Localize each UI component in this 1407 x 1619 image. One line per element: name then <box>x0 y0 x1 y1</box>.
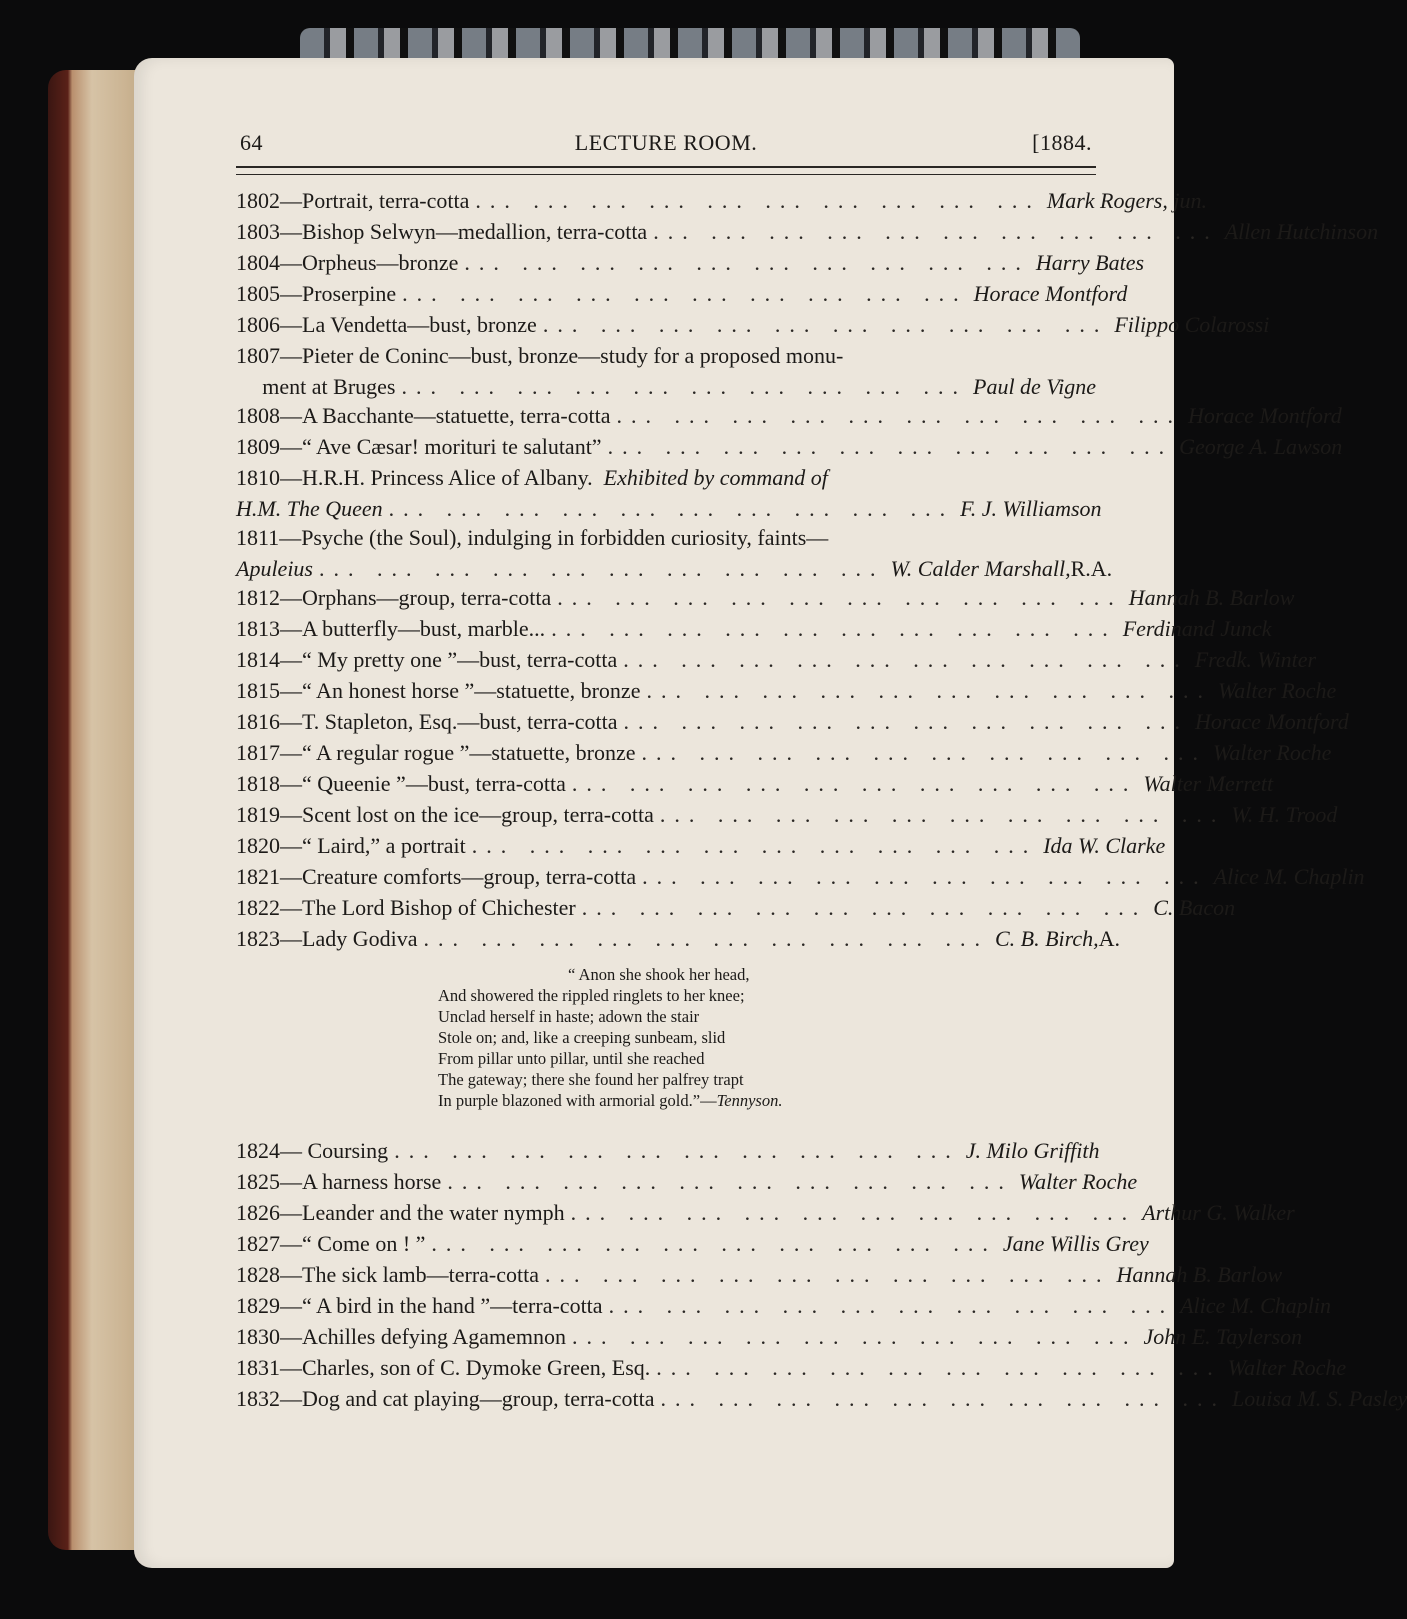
catalogue-entry <box>236 740 1332 771</box>
leader-dots: ... ... ... ... ... ... ... ... ... ... <box>464 250 1030 275</box>
entry-title: —T. Stapleton, Esq.—bust, terra-cotta <box>280 709 618 734</box>
leader-dots: ... ... ... ... ... ... ... ... ... ... <box>571 771 1138 796</box>
entry-title-continued: Apuleius <box>236 556 313 581</box>
entry-artist: Paul de Vigne <box>973 374 1096 399</box>
entry-number: 1811 <box>236 525 280 550</box>
poem-line: Unclad herself in haste; adown the stair <box>438 1007 700 1026</box>
entry-title: — Coursing <box>280 1138 389 1163</box>
catalogue-entry <box>236 250 1145 281</box>
entry-title: —“ Come on ! ” <box>280 1231 426 1256</box>
entry-number: 1823 <box>236 926 280 951</box>
entry-number: 1807 <box>236 343 280 368</box>
entry-artist: Horace Montford <box>1187 403 1342 428</box>
leader-dots: ... ... ... ... ... ... ... ... ... ... <box>623 647 1189 672</box>
leader-dots: ... ... ... ... ... ... ... ... ... ... <box>401 374 967 399</box>
entry-number: 1817 <box>236 740 280 765</box>
entry-artist: Alice M. Chaplin <box>1213 864 1365 889</box>
entry-title: —“ An honest horse ”—statuette, bronze <box>280 678 641 703</box>
entry-title: —“ Ave Cæsar! morituri te salutant” <box>280 434 602 459</box>
catalogue-entry <box>236 312 1270 343</box>
catalogue-entry <box>236 525 1096 556</box>
entry-artist: Hannah B. Barlow <box>1128 585 1295 610</box>
entry-artist: W. Calder Marshall, <box>890 556 1071 581</box>
leader-dots: ... ... ... ... ... ... ... ... ... ... <box>402 281 968 306</box>
catalogue-entry <box>236 1200 1295 1231</box>
entry-artist: Horace Montford <box>1194 709 1349 734</box>
entry-number: 1825 <box>236 1169 280 1194</box>
entry-title: —La Vendetta—bust, bronze <box>280 312 537 337</box>
poem-line: From pillar unto pillar, until she reached <box>438 1049 705 1068</box>
catalogue-entry <box>236 281 1128 312</box>
entry-number: 1818 <box>236 771 280 796</box>
header-rule <box>236 166 1096 168</box>
catalogue-entry <box>236 1138 1100 1169</box>
leader-dots: ... ... ... ... ... ... ... ... ... ... <box>431 1231 997 1256</box>
entry-number: 1827 <box>236 1231 280 1256</box>
entry-number: 1822 <box>236 895 280 920</box>
entry-title: —Proserpine <box>280 281 397 306</box>
entry-title: —Scent lost on the ice—group, terra-cotta <box>280 802 654 827</box>
entry-artist: Mark Rogers, jun. <box>1046 188 1207 213</box>
entry-title: —The Lord Bishop of Chichester <box>280 895 576 920</box>
poem-quotation <box>438 964 782 1111</box>
catalogue-entry <box>236 895 1236 926</box>
catalogue-entry <box>236 188 1207 219</box>
leader-dots: ... ... ... ... ... ... ... ... ... ... <box>319 556 885 581</box>
entry-number: 1829 <box>236 1293 280 1318</box>
poem-line: In purple blazoned with armorial gold.”— <box>438 1091 717 1110</box>
entry-number: 1810 <box>236 465 280 490</box>
entry-artist: Walter Roche <box>1213 740 1332 765</box>
entry-title: —Achilles defying Agamemnon <box>280 1324 566 1349</box>
entry-number: 1824 <box>236 1138 280 1163</box>
leader-dots: ... ... ... ... ... ... ... ... ... ... <box>623 709 1189 734</box>
entry-artist: Fredk. Winter <box>1194 647 1317 672</box>
entry-title: —Orpheus—bronze <box>280 250 459 275</box>
catalogue-entry <box>236 833 1166 864</box>
entry-number: 1831 <box>236 1355 280 1380</box>
catalogue-entry-continued <box>236 556 1113 585</box>
book-page <box>134 58 1407 1568</box>
catalogue-entry <box>236 1169 1138 1200</box>
entry-artist: W. H. Trood <box>1231 802 1338 827</box>
entry-number: 1802 <box>236 188 280 213</box>
entry-number: 1821 <box>236 864 280 889</box>
entry-artist: Walter Roche <box>1217 678 1337 703</box>
entry-artist: C. B. Birch, <box>994 926 1099 951</box>
catalogue-entry <box>236 585 1295 616</box>
catalogue-entry <box>236 1324 1303 1355</box>
entry-title: —The sick lamb—terra-cotta <box>280 1262 540 1287</box>
catalogue-entry-continued <box>236 374 1096 403</box>
entry-artist: Louisa M. S. Pasley <box>1231 1386 1407 1411</box>
catalogue-entry <box>236 1231 1149 1262</box>
entry-number: 1812 <box>236 585 280 610</box>
entry-number: 1808 <box>236 403 280 428</box>
entry-title-continued: ment at Bruges <box>262 374 396 399</box>
catalogue-entry <box>236 465 1096 496</box>
entry-title: —Orphans—group, terra-cotta <box>280 585 552 610</box>
catalogue-entry-continued <box>236 496 1102 525</box>
leader-dots: ... ... ... ... ... ... ... ... ... ... <box>475 188 1041 213</box>
catalogue-entry <box>236 1386 1407 1417</box>
entry-artist: Walter Roche <box>1018 1169 1138 1194</box>
header-rule-thin <box>236 174 1096 175</box>
catalogue-entry <box>236 647 1317 678</box>
entry-title: —“ A regular rogue ”—statuette, bronze <box>280 740 636 765</box>
catalogue-entry <box>236 926 1121 957</box>
catalogue-entry <box>236 434 1343 465</box>
entry-title: —Charles, son of C. Dymoke Green, Esq. <box>280 1355 651 1380</box>
catalogue-entry <box>236 403 1342 434</box>
catalogue-list-top <box>236 188 1379 957</box>
entry-artist: John E. Taylerson <box>1143 1324 1303 1349</box>
entry-title: —“ A bird in the hand ”—terra-cotta <box>280 1293 603 1318</box>
leader-dots: ... ... ... ... ... ... ... ... ... ... <box>542 312 1109 337</box>
entry-number: 1813 <box>236 616 280 641</box>
leader-dots: ... ... ... ... ... ... ... ... ... ... <box>608 1293 1175 1318</box>
entry-artist: C. Bacon <box>1153 895 1236 920</box>
entry-artist: George A. Lawson <box>1179 434 1343 459</box>
leader-dots: ... ... ... ... ... ... ... ... ... ... <box>388 496 955 521</box>
entry-artist: Alice M. Chaplin <box>1180 1293 1331 1318</box>
entry-title: —Lady Godiva <box>280 926 418 951</box>
entry-note: Exhibited by command of <box>603 465 828 490</box>
entry-artist: Arthur G. Walker <box>1142 1200 1295 1225</box>
entry-number: 1809 <box>236 434 280 459</box>
leader-dots: ... ... ... ... ... ... ... ... ... ... <box>447 1169 1013 1194</box>
running-title: LECTURE ROOM. <box>574 130 758 155</box>
entry-number: 1828 <box>236 1262 280 1287</box>
leader-dots: ... ... ... ... ... ... ... ... ... ... <box>616 403 1182 428</box>
entry-title-continued: H.M. The Queen <box>236 496 383 521</box>
catalogue-entry <box>236 1355 1347 1386</box>
entry-title: —Creature comforts—group, terra-cotta <box>280 864 637 889</box>
entry-artist: Walter Roche <box>1227 1355 1347 1380</box>
entry-title: —Leander and the water nymph <box>280 1200 565 1225</box>
entry-number: 1814 <box>236 647 280 672</box>
catalogue-entry <box>236 802 1338 833</box>
catalogue-entry <box>236 343 1096 374</box>
entry-title: —A butterfly—bust, marble... <box>280 616 546 641</box>
leader-dots: ... ... ... ... ... ... ... ... ... ... <box>545 1262 1111 1287</box>
catalogue-entry <box>236 864 1365 895</box>
entry-number: 1803 <box>236 219 280 244</box>
entry-title: —H.R.H. Princess Alice of Albany. <box>280 465 593 490</box>
entry-number: 1826 <box>236 1200 280 1225</box>
catalogue-entry <box>236 709 1349 740</box>
leader-dots: ... ... ... ... ... ... ... ... ... ... <box>394 1138 960 1163</box>
poem-line: “ Anon she shook her head, <box>568 965 750 984</box>
catalogue-entry <box>236 219 1379 250</box>
catalogue-entry <box>236 678 1337 709</box>
leader-dots: ... ... ... ... ... ... ... ... ... ... <box>557 585 1123 610</box>
catalogue-entry <box>236 1293 1331 1324</box>
entry-number: 1830 <box>236 1324 280 1349</box>
entry-title: —“ My pretty one ”—bust, terra-cotta <box>280 647 618 672</box>
leader-dots: ... ... ... ... ... ... ... ... ... ... <box>653 219 1219 244</box>
entry-artist: F. J. Williamson <box>960 496 1102 521</box>
page-number: 64 <box>240 130 263 155</box>
entry-title: —A Bacchante—statuette, terra-cotta <box>280 403 611 428</box>
leader-dots: ... ... ... ... ... ... ... ... ... ... <box>571 1324 1138 1349</box>
entry-artist: Harry Bates <box>1035 250 1145 275</box>
entry-artist: Horace Montford <box>973 281 1128 306</box>
catalogue-list-bottom <box>236 1138 1407 1417</box>
entry-artist: Ida W. Clarke <box>1043 833 1166 858</box>
entry-artist: Hannah B. Barlow <box>1116 1262 1283 1287</box>
leader-dots: ... ... ... ... ... ... ... ... ... ... <box>642 864 1208 889</box>
entry-artist: Allen Hutchinson <box>1224 219 1379 244</box>
entry-title: —A harness horse <box>280 1169 442 1194</box>
catalogue-entry <box>236 1262 1283 1293</box>
entry-number: 1806 <box>236 312 280 337</box>
poem-line: The gateway; there she found her palfrey trapt <box>438 1070 744 1089</box>
leader-dots: ... ... ... ... ... ... ... ... ... ... <box>581 895 1148 920</box>
entry-title: —“ Queenie ”—bust, terra-cotta <box>280 771 566 796</box>
entry-artist: Jane Willis Grey <box>1002 1231 1149 1256</box>
leader-dots: ... ... ... ... ... ... ... ... ... ... <box>646 678 1212 703</box>
poem-attribution: Tennyson. <box>716 1091 783 1110</box>
poem-line: Stole on; and, like a creeping sunbeam, slid <box>438 1028 726 1047</box>
entry-artist: Ferdinand Junck <box>1122 616 1272 641</box>
catalogue-entry <box>236 616 1272 647</box>
leader-dots: ... ... ... ... ... ... ... ... ... ... <box>423 926 989 951</box>
leader-dots: ... ... ... ... ... ... ... ... ... ... <box>660 1386 1226 1411</box>
poem-line: And showered the rippled ringlets to her knee; <box>438 986 745 1005</box>
entry-artist: Walter Merrett <box>1143 771 1274 796</box>
running-year: [1884. <box>1032 130 1092 155</box>
entry-artist-suffix: R.A. <box>1070 556 1113 581</box>
entry-title: —Portrait, terra-cotta <box>280 188 470 213</box>
entry-title: —Dog and cat playing—group, terra-cotta <box>280 1386 655 1411</box>
entry-number: 1815 <box>236 678 280 703</box>
leader-dots: ... ... ... ... ... ... ... ... ... ... <box>656 1355 1222 1380</box>
entry-number: 1819 <box>236 802 280 827</box>
entry-title: —Psyche (the Soul), indulging in forbidden curiosity, faints— <box>279 525 829 550</box>
entry-artist-suffix: A. <box>1098 926 1121 951</box>
leader-dots: ... ... ... ... ... ... ... ... ... ... <box>607 434 1174 459</box>
entry-number: 1804 <box>236 250 280 275</box>
leader-dots: ... ... ... ... ... ... ... ... ... ... <box>570 1200 1137 1225</box>
entry-number: 1820 <box>236 833 280 858</box>
leader-dots: ... ... ... ... ... ... ... ... ... ... <box>471 833 1038 858</box>
running-head <box>240 130 1092 164</box>
entry-artist: J. Milo Griffith <box>965 1138 1100 1163</box>
catalogue-entry <box>236 771 1274 802</box>
leader-dots: ... ... ... ... ... ... ... ... ... ... <box>659 802 1226 827</box>
entry-number: 1816 <box>236 709 280 734</box>
entry-number: 1805 <box>236 281 280 306</box>
leader-dots: ... ... ... ... ... ... ... ... ... ... <box>641 740 1208 765</box>
leader-dots: ... ... ... ... ... ... ... ... ... ... <box>551 616 1117 641</box>
entry-artist: Filippo Colarossi <box>1114 312 1270 337</box>
entry-title: —“ Laird,” a portrait <box>280 833 466 858</box>
entry-title: —Pieter de Coninc—bust, bronze—study for a proposed monu- <box>280 343 844 368</box>
entry-title: —Bishop Selwyn—medallion, terra-cotta <box>280 219 648 244</box>
entry-number: 1832 <box>236 1386 280 1411</box>
